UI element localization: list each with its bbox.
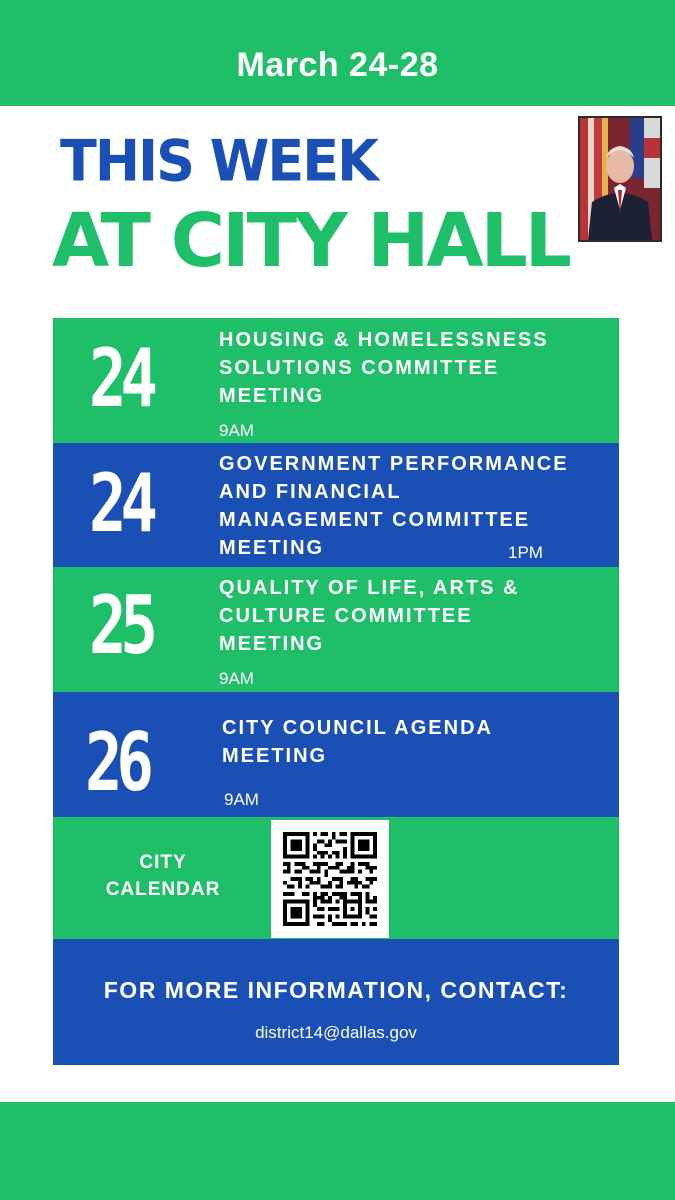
contact-row — [53, 939, 619, 1065]
contact-email-link[interactable]: district14@dallas.gov — [255, 1023, 417, 1042]
city-calendar-label: CITY CALENDAR — [105, 852, 221, 900]
event-row-1 — [53, 318, 619, 443]
event-title: GOVERNMENT PERFORMANCE AND FINANCIAL MANAGEMENT COMMITTEE MEETING — [219, 453, 569, 559]
city-calendar-row — [53, 817, 619, 939]
event-time: 1PM — [508, 543, 543, 562]
official-portrait-image — [578, 116, 662, 242]
date-range: March 24-28 — [236, 46, 439, 84]
event-day: 25 — [89, 579, 152, 672]
event-title: CITY COUNCIL AGENDA MEETING — [222, 717, 493, 767]
event-time: 9AM — [224, 790, 259, 809]
contact-label: FOR MORE INFORMATION, CONTACT: — [103, 977, 569, 1003]
event-day: 26 — [85, 716, 148, 809]
footer-band — [0, 1102, 675, 1200]
event-row-4 — [53, 692, 619, 817]
event-day: 24 — [89, 457, 152, 550]
event-time: 9AM — [219, 421, 254, 440]
title-at-city-hall: AT CITY HALL — [52, 198, 569, 284]
event-title: HOUSING & HOMELESSNESS SOLUTIONS COMMITTEE MEETING — [219, 329, 549, 407]
title-this-week: THIS WEEK — [60, 128, 377, 195]
event-time: 9AM — [219, 669, 254, 688]
event-title: QUALITY OF LIFE, ARTS & CULTURE COMMITTEE MEETING — [219, 577, 520, 655]
qr-code-icon[interactable] — [271, 820, 389, 938]
event-row-2 — [53, 443, 619, 567]
event-day: 24 — [89, 332, 152, 425]
event-row-3 — [53, 567, 619, 692]
